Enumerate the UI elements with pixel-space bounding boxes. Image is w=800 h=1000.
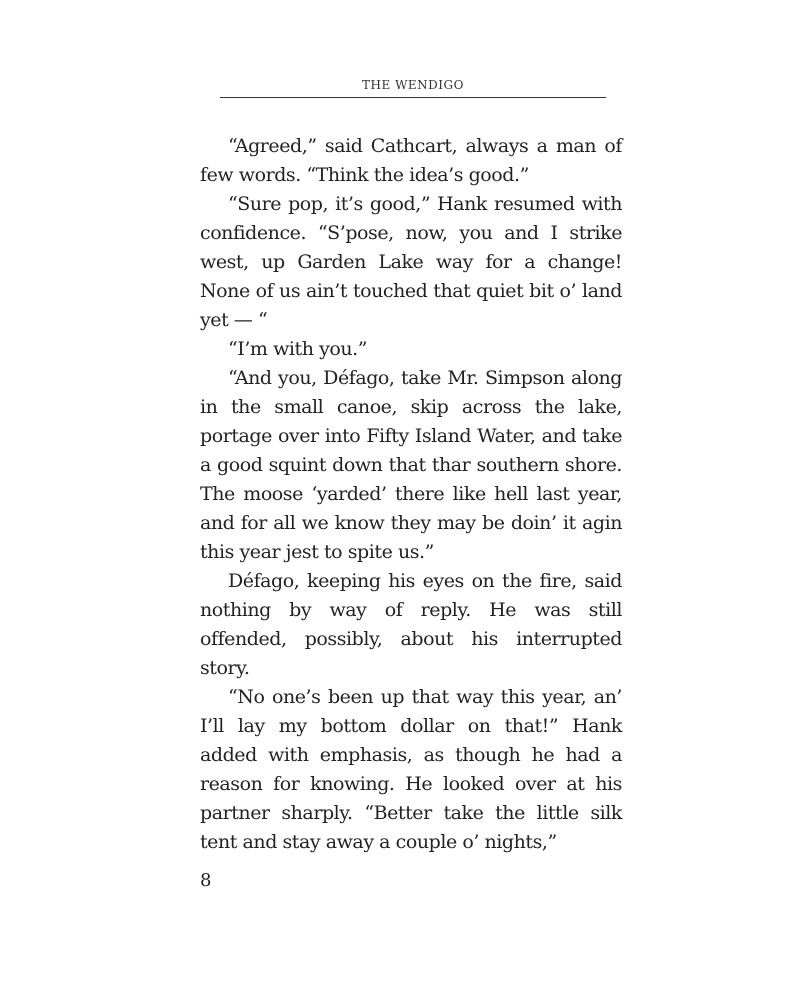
paragraph: “Sure pop, it’s good,” Hank resumed with confidence. “S’pose, now, you and I strike west, up Garden Lake way for a change! None of us ain’t touched that quiet bit o’ land yet — “	[200, 193, 622, 331]
header-rule	[220, 97, 606, 98]
page-number: 8	[200, 870, 212, 891]
paragraph: “No one’s been up that way this year, an’ I’ll lay my bottom dollar on that!” Hank added with emphasis, as though he had a reason for knowing. He looked over at his partner sharply. “Better take the little silk tent and stay away a couple o’ nights,”	[200, 686, 622, 853]
paragraph: “And you, Défago, take Mr. Simpson along in the small canoe, skip across the lake, portage over into Fifty Island Water, and take a good squint down that thar southern shore. The moose ‘yarded’ there like hell last year, and for all we know they may be doin’ it agin this year jest to spite us.”	[200, 367, 622, 563]
paragraph: “I’m with you.”	[228, 338, 367, 360]
paragraph: Défago, keeping his eyes on the fire, said nothing by way of reply. He was still offended, possibly, about his interrupted story.	[200, 570, 622, 679]
body-text	[200, 132, 622, 857]
running-head: THE WENDIGO	[362, 78, 464, 92]
paragraph: “Agreed,” said Cathcart, always a man of few words. “Think the idea’s good.”	[200, 135, 622, 186]
